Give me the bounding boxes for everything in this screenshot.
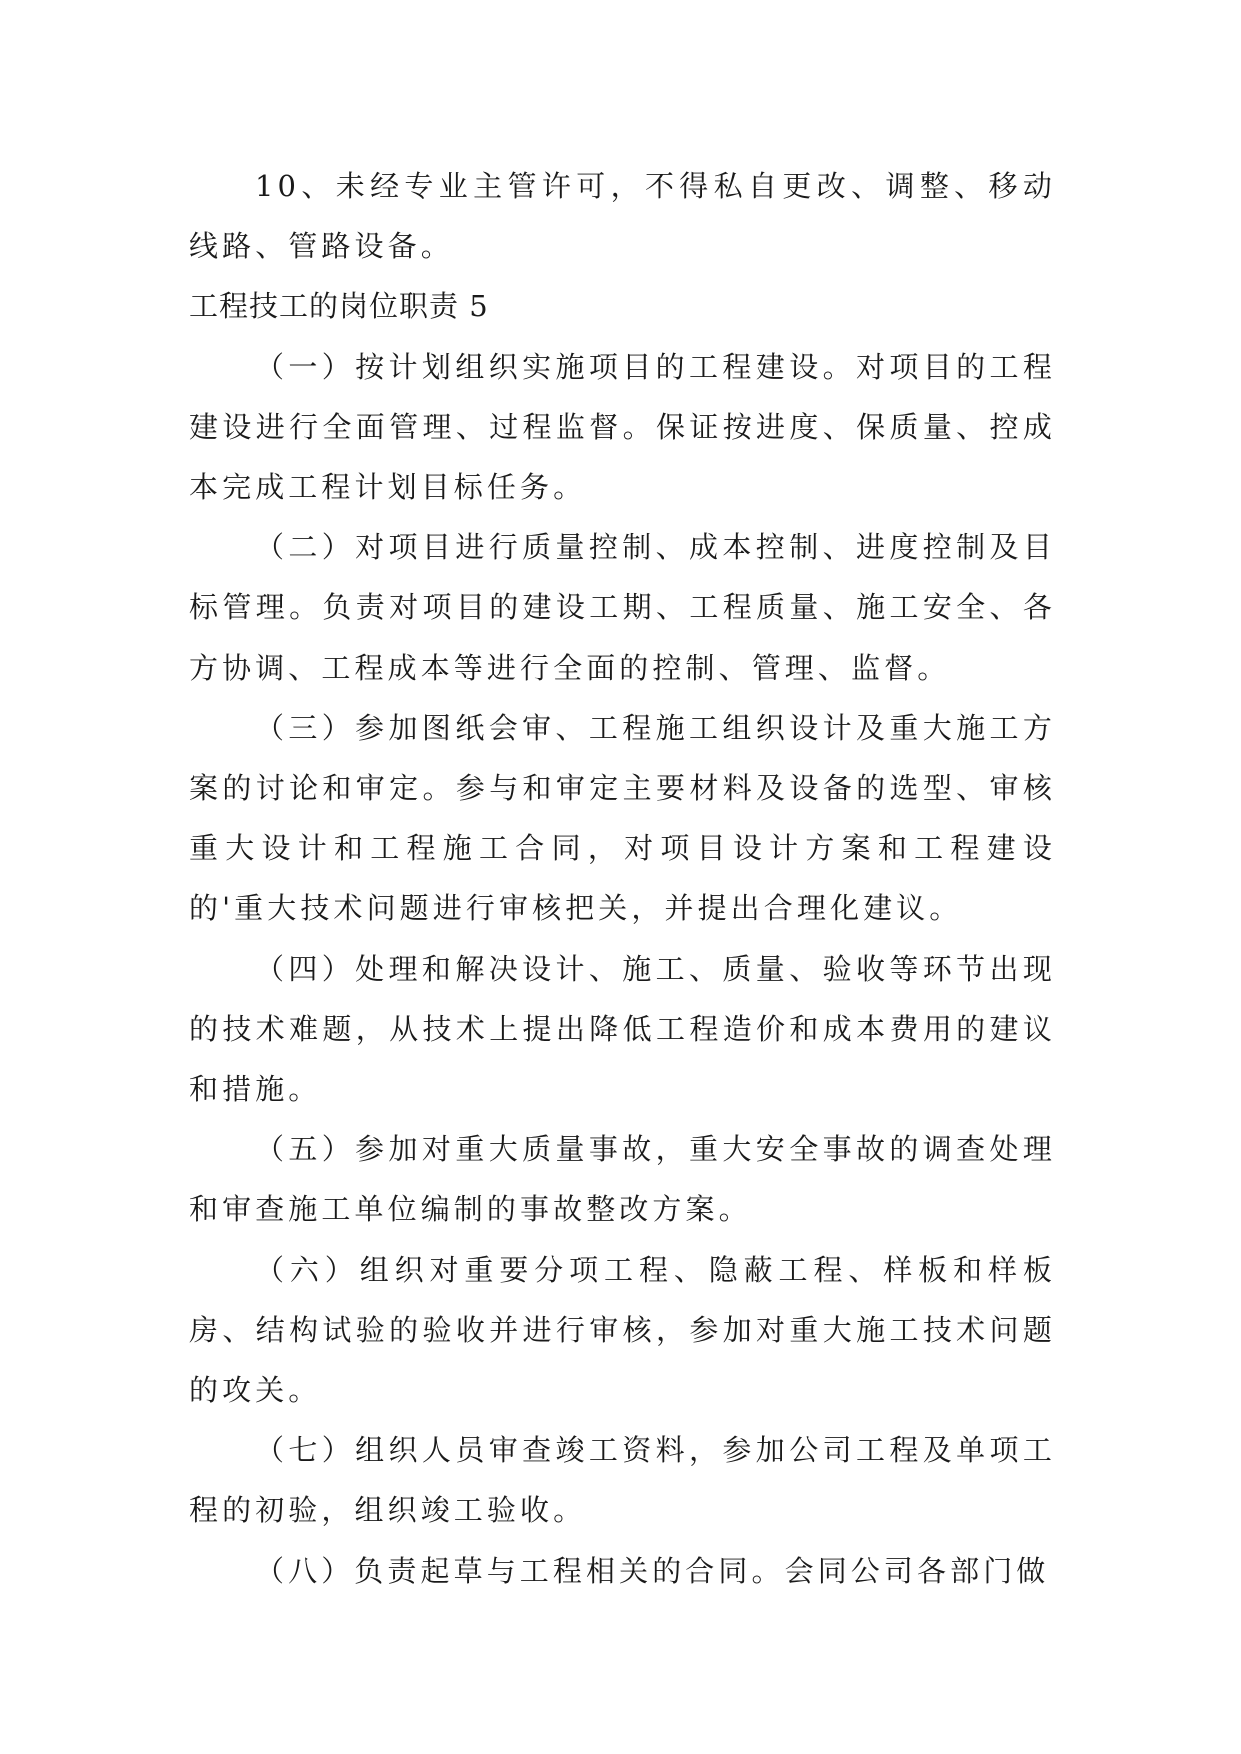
paragraph-duty-7: （七）组织人员审查竣工资料，参加公司工程及单项工程的初验，组织竣工验收。: [189, 1433, 1056, 1528]
paragraph-duty-1: （一）按计划组织实施项目的工程建设。对项目的工程建设进行全面管理、过程监督。保证按进度、保质量、控成本完成工程计划目标任务。: [189, 349, 1056, 505]
document-body: [189, 156, 1056, 1601]
paragraph-duty-2: （二）对项目进行质量控制、成本控制、进度控制及目标管理。负责对项目的建设工期、工程质量、施工安全、各方协调、工程成本等进行全面的控制、管理、监督。: [189, 530, 1056, 685]
paragraph-duty-5: （五）参加对重大质量事故，重大安全事故的调查处理和审查施工单位编制的事故整改方案。: [189, 1132, 1056, 1227]
paragraph-duty-6: （六）组织对重要分项工程、隐蔽工程、样板和样板房、结构试验的验收并进行审核，参加对重大施工技术问题的攻关。: [189, 1252, 1056, 1408]
paragraph-item-10: 10、未经专业主管许可，不得私自更改、调整、移动线路、管路设备。: [189, 169, 1056, 264]
paragraph-duty-3: （三）参加图纸会审、工程施工组织设计及重大施工方案的讨论和审定。参与和审定主要材料及设备的选型、审核重大设计和工程施工合同，对项目设计方案和工程建设的'重大技术问题进行审核把关，并提出合理化建议。: [189, 710, 1056, 926]
paragraph-duty-4: （四）处理和解决设计、施工、质量、验收等环节出现的技术难题，从技术上提出降低工程造价和成本费用的建议和措施。: [189, 951, 1056, 1107]
section-heading: 工程技工的岗位职责 5: [189, 289, 489, 324]
paragraph-duty-8: （八）负责起草与工程相关的合同。会同公司各部门做: [255, 1553, 1050, 1588]
